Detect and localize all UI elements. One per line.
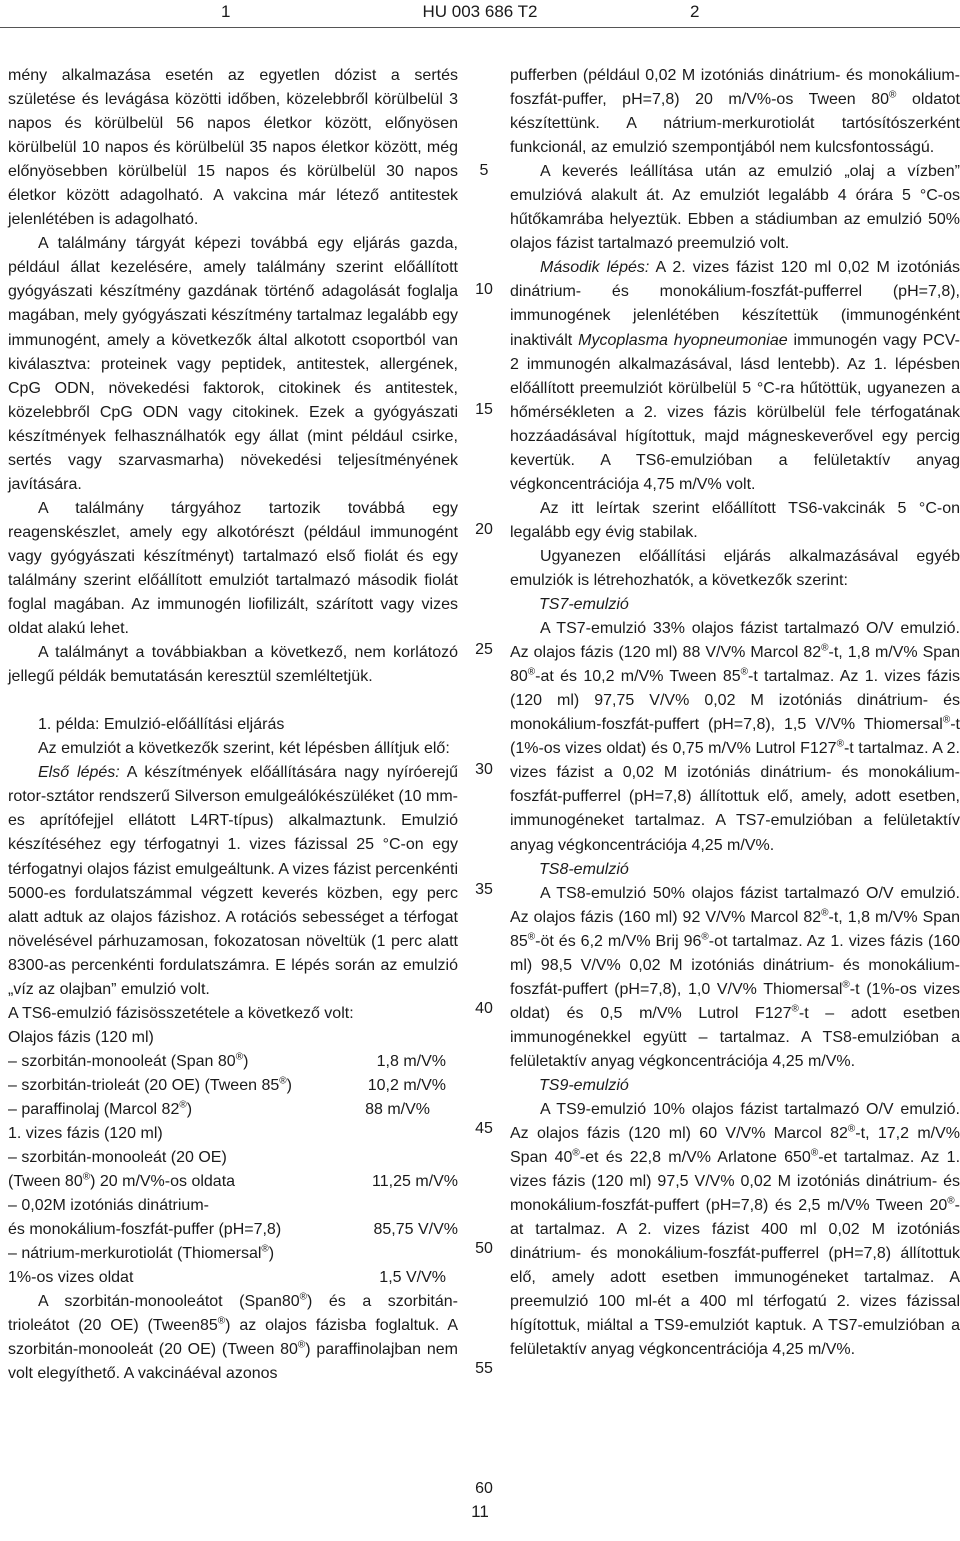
page-number: 11 (471, 1502, 489, 1521)
comp-row-buffer: és monokálium-foszfát-puffer (pH=7,8) 85,75 V/V% (8, 1221, 458, 1239)
line-number: 50 (475, 1240, 493, 1257)
comp-row-span80: – szorbitán-monooleát (Span 80®) 1,8 m/V% (8, 1051, 446, 1070)
example-heading: 1. példa: Emulzió-előállítási eljárás (38, 716, 285, 734)
header-rule (0, 27, 960, 28)
left-paragraph-2: A találmány tárgyát képezi továbbá egy eljárás gazda, például állat kezelésére, amely találmány szerint előállított gyógyászati készítmény gazdának történő adagolását foglalja magában, mely gyógyászati készítmény tartalmaz legalább egy immunogént, amely a következők által alkotott csoportból van kiválasztva: proteinek vagy peptidek, antitestek, allergének, CpG ODN, növekedési faktorok, citokinek és antitestek, közelebbről CpG ODN vagy citokinek. Ezek a gyógyászati készítmények felhasználhatók egy állat (mint például csirke, sertés vagy szarvasmarha) növekedési teljesítményének javítására. (8, 235, 458, 493)
line-number: 40 (475, 1000, 493, 1017)
ts9-title: TS9-emulzió (539, 1076, 629, 1094)
line-number: 35 (475, 881, 493, 898)
right-paragraph-5: Ugyanezen előállítási eljárás alkalmazásával egyéb emulziók is létrehozhatók, a következők szerint: (510, 547, 960, 589)
species-name: Mycoplasma hyopneumoniae (578, 331, 788, 349)
step1-label: Első lépés: (38, 764, 120, 782)
ts9-paragraph: A TS9-emulzió 10% olajos fázist tartalmazó O/V emulzió. Az olajos fázis (120 ml) 60 V/V% Marcol 82®-t, 17,2 m/V% Span 40®-et és 22,8 m/V% Arlatone 650®-et tartalmaz. Az 1. vizes fázis (120 ml) 97,5 V/V% 0,02 M izotóniás dinátrium- és monokálium-foszfát-puffert (pH=7,8) és 2,5 m/V% Tween 20®-at tartalmaz. A 2. vizes fázist 400 ml 0,02 M izotóniás dinátrium- és monokálium-foszfát-pufferrel (pH=7,8) állítottuk elő, amely adott esetben immunogéneket tartalmaz. A preemulzió 100 ml-ét a 400 ml térfogatú 2. vizes fázissal hígítottuk, miáltal a TS9-emulziót kaptuk. A TS7-emulzióban a felületaktív anyag végkoncentrációja 4,25 m/V%. (510, 1101, 960, 1359)
comp-row-thiomersal-value: 1%-os vizes oldat 1,5 V/V% (8, 1269, 446, 1287)
ts7-paragraph: A TS7-emulzió 33% olajos fázist tartalmazó O/V emulzió. Az olajos fázis (120 ml) 88 V/V% Marcol 82®-t, 1,8 m/V% Span 80®-at és 10,2 m/V% Tween 85®-t tartalmaz. Az 1. vizes fázis (120 ml) 97,75 V/V% 0,02 M izotóniás dinátrium- és monokálium-foszfát-puffert (pH=7,8), 1,5 V/V% Thiomersal®-t (1%-os vizes oldat) és 0,75 m/V% Lutrol F127®-t tartalmaz. A 2. vizes fázist a 0,02 M izotóniás dinátrium- és monokálium-foszfát-pufferrel (pH=7,8) állítottuk elő, amely, adott esetben, immunogéneket tartalmaz. A TS7-emulzióban a felületaktív anyag végkoncentrációja 4,25 m/V%. (510, 620, 960, 854)
line-number: 30 (475, 761, 493, 778)
left-paragraph-7: A szorbitán-monooleátot (Span80®) és a szorbitán-trioleátot (20 OE) (Tween85®) az olajos fázisba foglaltuk. A szorbitán-monooleát (20 OE) (Tween 80®) paraffinolajban nem volt elegyíthető. A vakcináéval azonos (8, 1292, 458, 1383)
line-number: 60 (475, 1480, 493, 1497)
line-number: 25 (475, 641, 493, 658)
ts8-paragraph: A TS8-emulzió 50% olajos fázist tartalmazó O/V emulzió. Az olajos fázis (160 ml) 92 V/V% Marcol 82®-t, 1,8 m/V% Span 85®-öt és 6,2 m/V% Brij 96®-ot tartalmaz. Az 1. vizes fázis (160 ml) 98,5 V/V% 0,02 M izotóniás dinátrium- és monokálium-foszfát-puffert (pH=7,8), 1,0 V/V% Thiomersal®-t (1%-os vizes oldat) és 0,5 m/V% Lutrol F127®-t – adott esetben immunogénekkel együtt – tartalmaz. A TS8-emulzióban a felületaktív anyag végkoncentrációja 4,25 m/V%. (510, 884, 960, 1070)
left-paragraph-3: A találmány tárgyához tartozik továbbá egy reagenskészlet, amely egy alkotórészt (például immunogént vagy gyógyászati készítményt) tartalmazó első fiolát és egy találmány szerint előállított emulziót tartalmazó második fiolát foglal magában. Az immunogén liofilizált, szárított vagy vizes oldat alakú lehet. (8, 499, 458, 638)
comp-row-tween80: (Tween 80®) 20 m/V%-os oldata 11,25 m/V% (8, 1171, 458, 1191)
aqueous-phase-title: 1. vizes fázis (120 ml) (8, 1125, 163, 1143)
document-id: HU 003 686 T2 (422, 2, 538, 21)
ts7-title: TS7-emulzió (539, 596, 629, 614)
ts8-title: TS8-emulzió (539, 860, 629, 878)
comp-row-sorbitan-20oe: – szorbitán-monooleát (20 OE) (8, 1149, 227, 1167)
left-paragraph-4: A találmányt a továbbiakban a következő, nem korlátozó jellegű példák bemutatásán keresztül szemléltetjük. (8, 644, 458, 686)
oil-phase-title: Olajos fázis (120 ml) (8, 1028, 154, 1046)
right-column (510, 64, 960, 1363)
left-paragraph-1: mény alkalmazása esetén az egyetlen dózist a sertés születése és levágása közötti időben, közelebbről körülbelül 3 napos és körülbelül 56 napos életkor között, előnyösen körülbelül 10 napos és körülbelül 35 napos életkor között, még előnyösebben körülbelül 15 napos és körülbelül 30 napos életkor között adagolható. A vakcina már létező antitestek jelenlétében is adagolható. (8, 67, 458, 229)
right-paragraph-4: Az itt leírtak szerint előállított TS6-vakcinák 5 °C-on legalább egy évig stabilak. (510, 499, 960, 541)
right-paragraph-1: pufferben (például 0,02 M izotóniás dinátrium- és monokálium-foszfát-puffer, pH=7,8) 20 m/V%-os Tween 80® oldatot készítettünk. A nátrium-merkurotiolát tartósítószerként funkcionál, az emulzió szempontjából nem kulcsfontosságú. (510, 67, 960, 157)
line-number: 55 (475, 1360, 493, 1377)
header-right-page-number: 2 (690, 2, 700, 21)
line-number: 15 (475, 401, 493, 418)
line-number: 10 (475, 281, 493, 298)
left-column (8, 64, 458, 1387)
line-number: 45 (475, 1120, 493, 1137)
comp-row-marcol82: – paraffinolaj (Marcol 82®) 88 m/V% (8, 1099, 430, 1118)
left-paragraph-6: Első lépés: A készítmények előállítására nagy nyíróerejű rotor-sztátor rendszerű Silverson emulgeálókészüléket (10 mm-es aprítófejjel ellátott L4RT-típus) alkalmaztunk. Emulzió készítéséhez egy térfogatnyi 1. vizes fázissal 25 °C-on egy térfogatnyi olajos fázist emulgeáltunk. A vizes fázist percenkénti 5000-es fordulatszámmal végzett keverés közben, egy perc alatt adtuk az olajos fázishoz. A rotációs sebességet a térfogat növelésével párhuzamosan, fokozatosan növeltük (1 perc alatt 8300-as percenkénti fordulatszámra. E lépés során az emulzió „víz az olajban” emulzió volt. (8, 764, 459, 998)
composition-intro: A TS6-emulzió fázisösszetétele a következő volt: (8, 1004, 354, 1022)
step2-label: Második lépés: (540, 259, 650, 277)
right-paragraph-3: Második lépés: A 2. vizes fázist 120 ml 0,02 M izotóniás dinátrium- és monokálium-foszfát-pufferrel (pH=7,8), immunogének jelenlétében készítettük (immunogénként inaktivált Mycoplasma hyopneumoniae immunogén vagy PCV-2 immunogén alkalmazásával, lásd lentebb). Az 1. lépésben előállított preemulziót körülbelül 5 °C-ra hűtöttük, ugyanezen a hőmérsékleten a 2. vizes fázis körülbelül fele térfogatának hozzáadásával hígítottuk, majd mágneskeverővel egy percig kevertük. A TS6-emulzióban a felületaktív anyag végkoncentrációja 4,75 m/V% volt. (510, 259, 960, 493)
comp-row-tween85: – szorbitán-trioleát (20 OE) (Tween 85®) 10,2 m/V% (8, 1075, 446, 1094)
right-paragraph-2: A keverés leállítása után az emulzió „olaj a vízben” emulzióvá alakult át. Az emulziót legalább 4 órára 5 °C-os hűtőkamrába helyeztük. Ebben a stádiumban az emulzió 50% olajos fázist tartalmazó preemulzió volt. (510, 163, 960, 253)
comp-row-buffer-line1: – 0,02M izotóniás dinátrium- (8, 1197, 209, 1215)
header-left-page-number: 1 (221, 2, 231, 21)
comp-row-thiomersal: – nátrium-merkurotiolát (Thiomersal®) (8, 1243, 275, 1263)
line-number: 20 (475, 521, 493, 538)
line-number: 5 (479, 162, 489, 179)
left-paragraph-5: Az emulziót a következők szerint, két lépésben állítjuk elő: (38, 740, 450, 758)
